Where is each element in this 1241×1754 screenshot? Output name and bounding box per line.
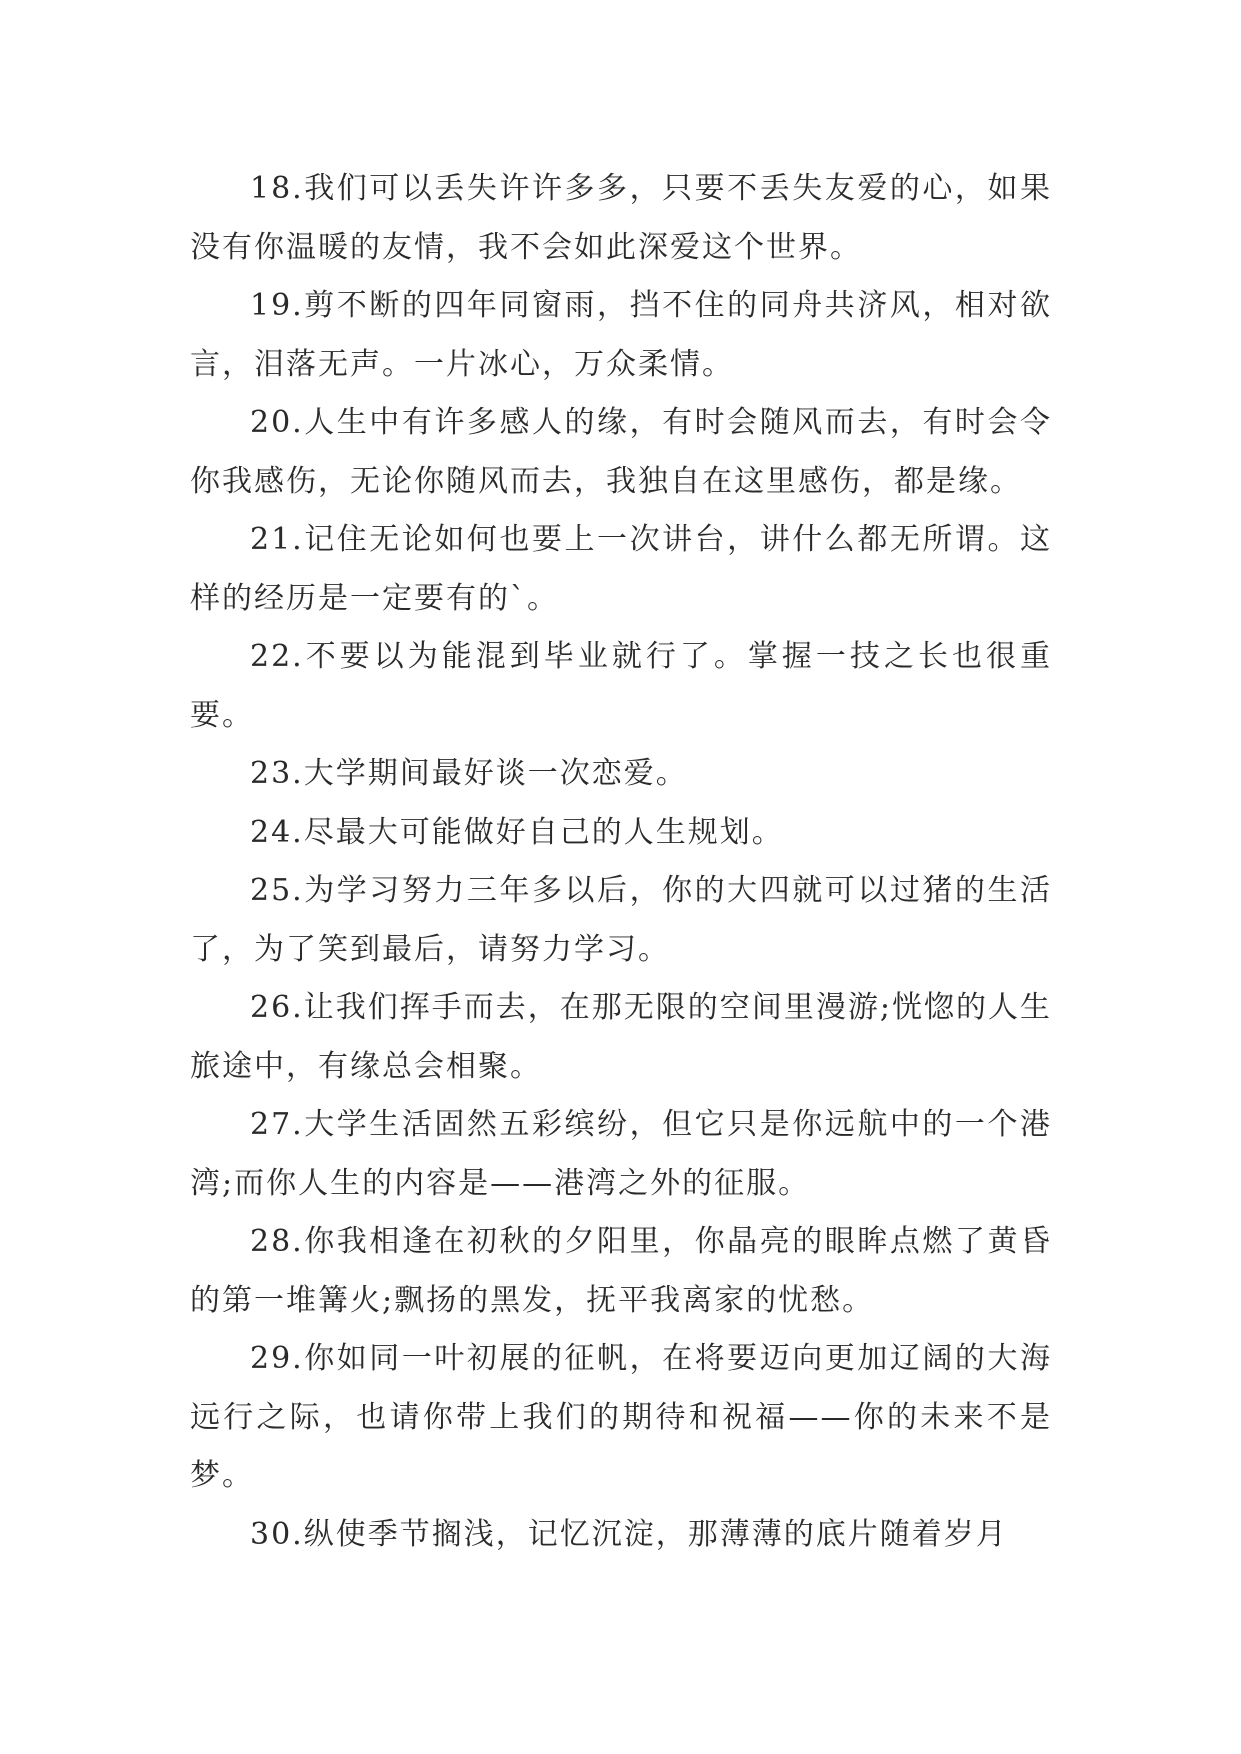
paragraph-27: 27.大学生活固然五彩缤纷，但它只是你远航中的一个港湾;而你人生的内容是——港湾之外的征服。 <box>190 1107 1052 1201</box>
paragraph-26: 26.让我们挥手而去，在那无限的空间里漫游;恍惚的人生旅途中，有缘总会相聚。 <box>190 990 1052 1084</box>
paragraph-20: 20.人生中有许多感人的缘，有时会随风而去，有时会令你我感伤，无论你随风而去，我独自在这里感伤，都是缘。 <box>190 405 1052 499</box>
paragraph-22: 22.不要以为能混到毕业就行了。掌握一技之长也很重要。 <box>190 639 1052 733</box>
paragraph-25: 25.为学习努力三年多以后，你的大四就可以过猪的生活了，为了笑到最后，请努力学习。 <box>190 873 1052 967</box>
paragraph-18: 18.我们可以丢失许许多多，只要不丢失友爱的心，如果没有你温暖的友情，我不会如此深爱这个世界。 <box>190 171 1052 265</box>
paragraph-30: 30.纵使季节搁浅，记忆沉淀，那薄薄的底片随着岁月 <box>250 1516 1008 1552</box>
document-body <box>190 160 1052 1564</box>
paragraph-21: 21.记住无论如何也要上一次讲台，讲什么都无所谓。这样的经历是一定要有的`。 <box>190 522 1052 616</box>
paragraph-28: 28.你我相逢在初秋的夕阳里，你晶亮的眼眸点燃了黄昏的第一堆篝火;飘扬的黑发，抚平我离家的忧愁。 <box>190 1224 1052 1318</box>
paragraph-29: 29.你如同一叶初展的征帆，在将要迈向更加辽阔的大海远行之际，也请你带上我们的期待和祝福——你的未来不是梦。 <box>190 1341 1052 1493</box>
paragraph-19: 19.剪不断的四年同窗雨，挡不住的同舟共济风，相对欲言，泪落无声。一片冰心，万众柔情。 <box>190 288 1052 382</box>
paragraph-24: 24.尽最大可能做好自己的人生规划。 <box>250 814 784 850</box>
paragraph-23: 23.大学期间最好谈一次恋爱。 <box>250 756 688 791</box>
